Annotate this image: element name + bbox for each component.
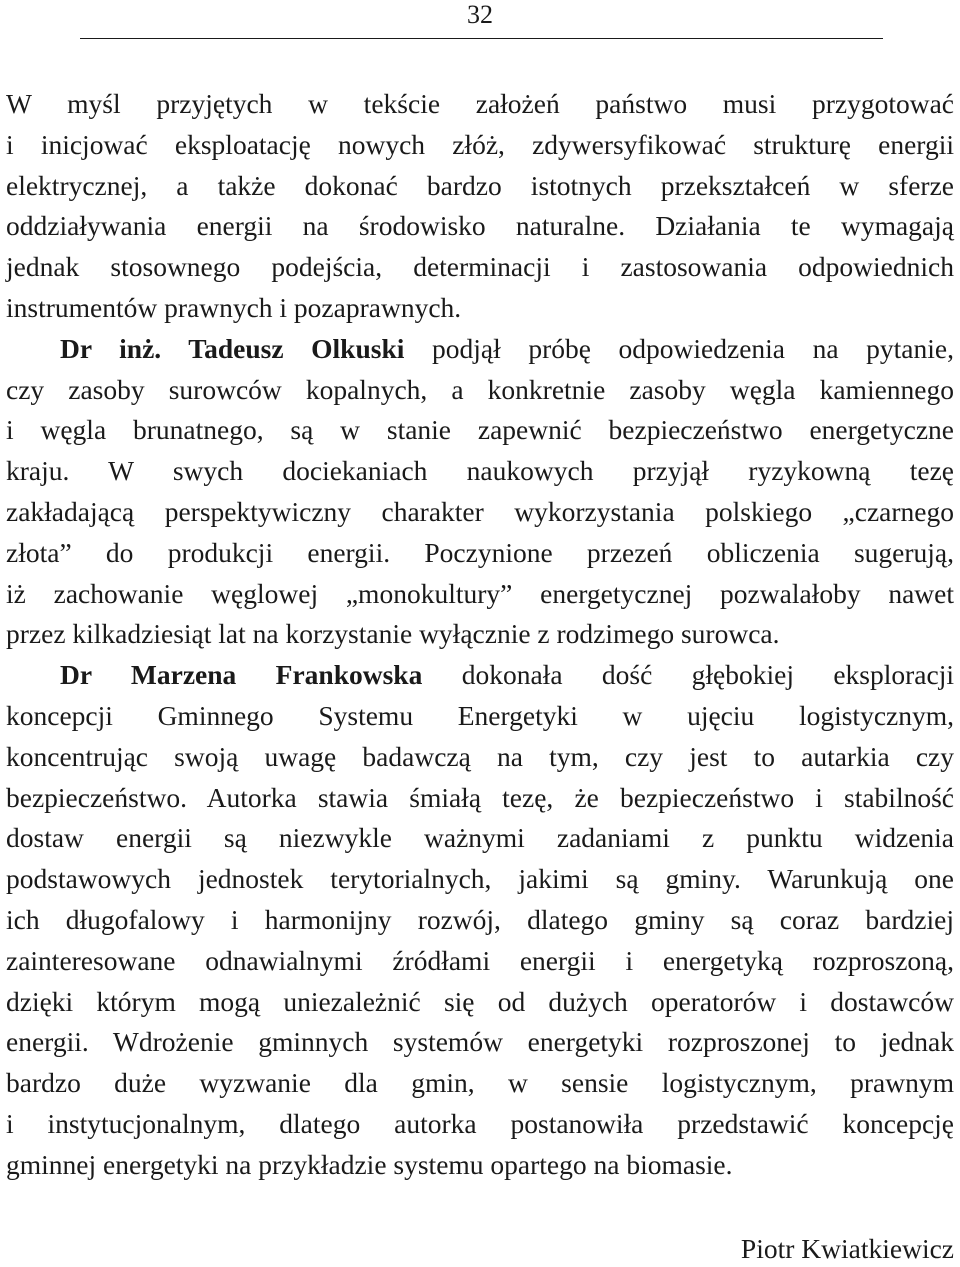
header-rule	[80, 38, 883, 39]
text-line: energii. Wdrożenie gminnych systemów energetyki rozproszonej to jednak	[6, 1026, 954, 1058]
page-number: 32	[467, 0, 493, 29]
text-line: jednak stosownego podejścia, determinacji i zastosowania odpowiednich	[6, 251, 954, 283]
text-line: gminnej energetyki na przykładzie systemu opartego na biomasie.	[6, 1148, 733, 1180]
text-line: instrumentów prawnych i pozaprawnych.	[6, 291, 462, 323]
text-line: koncepcji Gminnego Systemu Energetyki w ujęciu logistycznym,	[6, 699, 954, 731]
text-fragment: dokonała dość głębokiej eksploracji	[422, 659, 954, 691]
body-text	[6, 84, 954, 1186]
author-name: Dr inż. Tadeusz Olkuski	[60, 332, 405, 364]
text-line	[6, 655, 954, 696]
author-name: Dr Marzena Frankowska	[60, 659, 423, 691]
text-line: przez kilkadziesiąt lat na korzystanie wyłącznie z rodzimego surowca.	[6, 618, 780, 650]
text-line: podstawowych jednostek terytorialnych, jakimi są gminy. Warunkują one	[6, 863, 954, 895]
text-line: bardzo duże wyzwanie dla gmin, w sensie logistycznym, prawnym	[6, 1067, 954, 1099]
text-line: i węgla brunatnego, są w stanie zapewnić bezpieczeństwo energetyczne	[6, 414, 954, 446]
text-line: i inicjować eksploatację nowych złóż, zdywersyfikować strukturę energii	[6, 128, 954, 160]
text-line: złota” do produkcji energii. Poczynione przezeń obliczenia sugerują,	[6, 536, 954, 568]
text-line: dostaw energii są niezwykle ważnymi zadaniami z punktu widzenia	[6, 822, 954, 854]
text-line: koncentrując swoją uwagę badawczą na tym, czy jest to autarkia czy	[6, 740, 954, 772]
text-line: elektrycznej, a także dokonać bardzo istotnych przekształceń w sferze	[6, 169, 954, 201]
text-line: kraju. W swych dociekaniach naukowych przyjął ryzykowną tezę	[6, 455, 954, 487]
text-fragment: podjął próbę odpowiedzenia na pytanie,	[404, 332, 954, 364]
text-line: iż zachowanie węglowej „monokultury” energetycznej pozwalałoby nawet	[6, 577, 954, 609]
text-line	[6, 329, 954, 370]
text-line: bezpieczeństwo. Autorka stawia śmiałą tezę, że bezpieczeństwo i stabilność	[6, 781, 954, 813]
text-line: oddziaływania energii na środowisko naturalne. Działania te wymagają	[6, 210, 954, 242]
text-line: zakładającą perspektywiczny charakter wykorzystania polskiego „czarnego	[6, 495, 954, 527]
text-line: i instytucjonalnym, dlatego autorka postanowiła przedstawić koncepcję	[6, 1107, 954, 1139]
text-line: dzięki którym mogą uniezależnić się od dużych operatorów i dostawców	[6, 985, 954, 1017]
text-line: czy zasoby surowców kopalnych, a konkretnie zasoby węgla kamiennego	[6, 373, 954, 405]
signature: Piotr Kwiatkiewicz	[740, 1233, 954, 1264]
text-line: zainteresowane odnawialnymi źródłami energii i energetyką rozproszoną,	[6, 944, 954, 976]
text-line: ich długofalowy i harmonijny rozwój, dlatego gminy są coraz bardziej	[6, 903, 954, 935]
text-line: W myśl przyjętych w tekście założeń państwo musi przygotować	[6, 88, 954, 119]
